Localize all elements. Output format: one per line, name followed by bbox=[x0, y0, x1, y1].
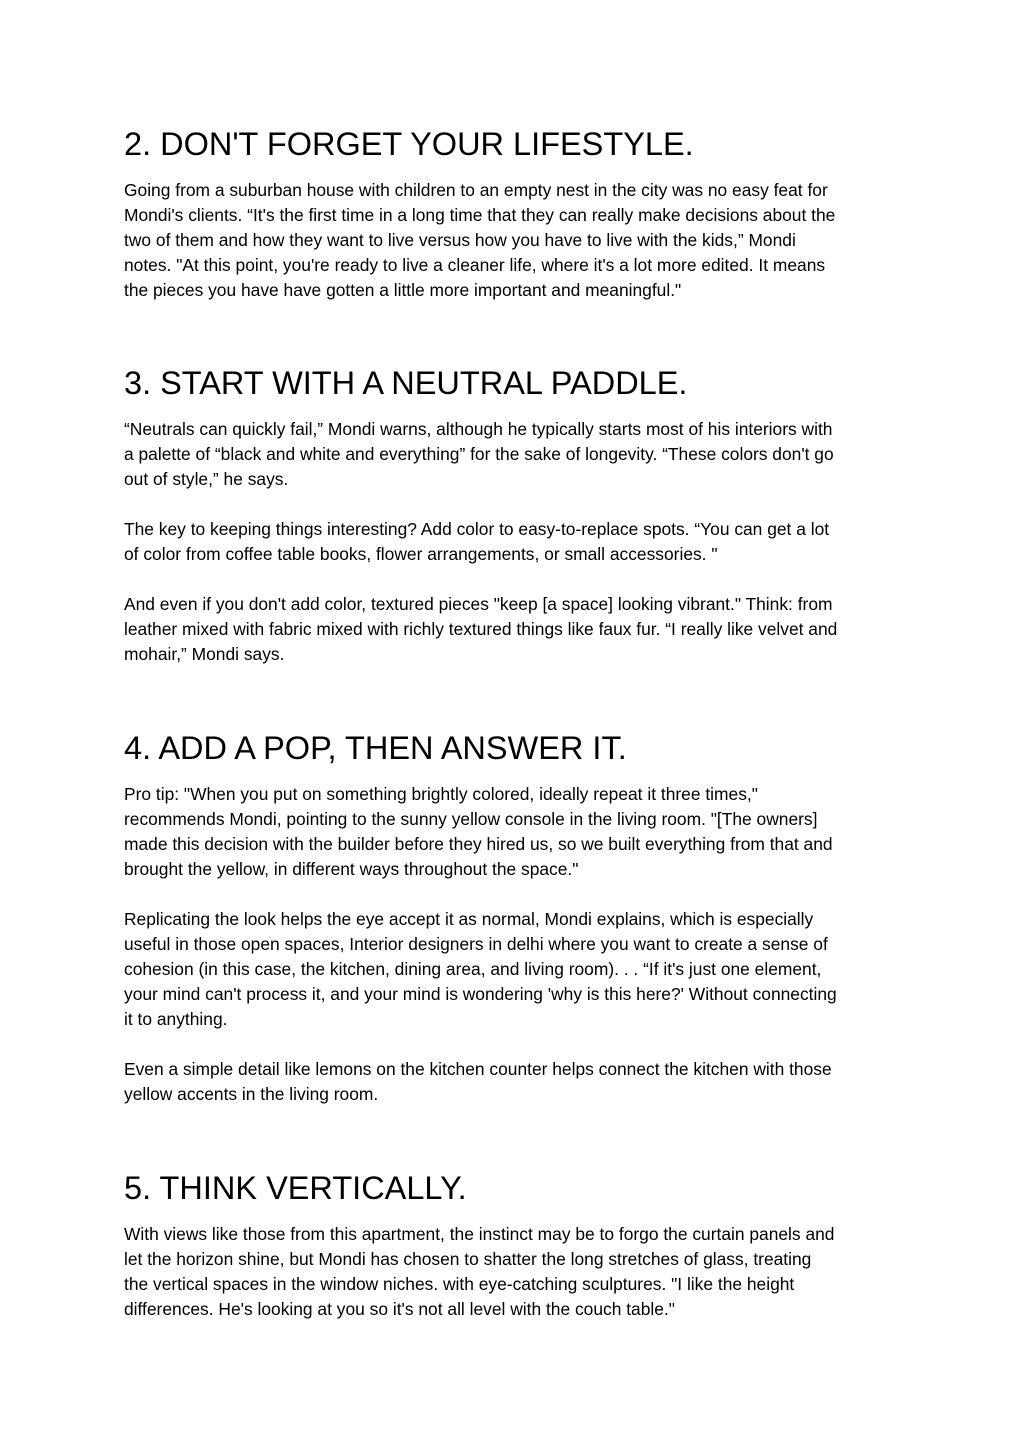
section-heading: 3. START WITH A NEUTRAL PADDLE. bbox=[124, 365, 688, 401]
paragraph: Going from a suburban house with children to an empty nest in the city was no easy feat for Mondi's clients. “It's the first time in a long time that they can really make decisions about the two of them and how they want to live versus how you have to live with the kids,” Mondi notes. "At this point, you're ready to live a cleaner life, where it's a lot more edited. It means the pieces you have have gotten a little more important and meaningful." bbox=[124, 180, 836, 300]
paragraph: “Neutrals can quickly fail,” Mondi warns, although he typically starts most of his interiors with a palette of “black and white and everything” for the sake of longevity. “These colors don't go out of style,” he says. bbox=[124, 419, 834, 489]
paragraph: With views like those from this apartment, the instinct may be to forgo the curtain panels and let the horizon shine, but Mondi has chosen to shatter the long stretches of glass, treating the vertical spaces in the window niches. with eye-catching sculptures. "I like the height differences. He's looking at you so it's not all level with the couch table." bbox=[124, 1224, 835, 1319]
section-heading: 4. ADD A POP, THEN ANSWER IT. bbox=[124, 730, 627, 766]
paragraph: Even a simple detail like lemons on the kitchen counter helps connect the kitchen with those yellow accents in the living room. bbox=[124, 1059, 832, 1104]
paragraph: The key to keeping things interesting? Add color to easy-to-replace spots. “You can get a lot of color from coffee table books, flower arrangements, or small accessories. " bbox=[124, 519, 830, 564]
paragraph: Replicating the look helps the eye accept it as normal, Mondi explains, which is especially useful in those open spaces, Interior designers in delhi where you want to create a sense of cohesion (in this case, the kitchen, dining area, and living room). . . “If it's just one element, your mind can't process it, and your mind is wondering 'why is this here?' Without connecting it to anything. bbox=[124, 909, 837, 1029]
section-neutral-paddle bbox=[124, 363, 904, 667]
section-heading: 2. DON'T FORGET YOUR LIFESTYLE. bbox=[124, 126, 694, 162]
section-heading: 5. THINK VERTICALLY. bbox=[124, 1170, 467, 1206]
section-lifestyle bbox=[124, 124, 904, 303]
paragraph: Pro tip: "When you put on something brightly colored, ideally repeat it three times," recommends Mondi, pointing to the sunny yellow console in the living room. "[The owners] made this decision with the builder before they hired us, so we built everything from that and brought the yellow, in different ways throughout the space." bbox=[124, 784, 833, 879]
section-think-vertically bbox=[124, 1168, 904, 1322]
section-add-a-pop bbox=[124, 728, 904, 1107]
paragraph: And even if you don't add color, textured pieces "keep [a space] looking vibrant." Think: from leather mixed with fabric mixed with richly textured things like faux fur. “I really like velvet and mohair,” Mondi says. bbox=[124, 594, 838, 664]
